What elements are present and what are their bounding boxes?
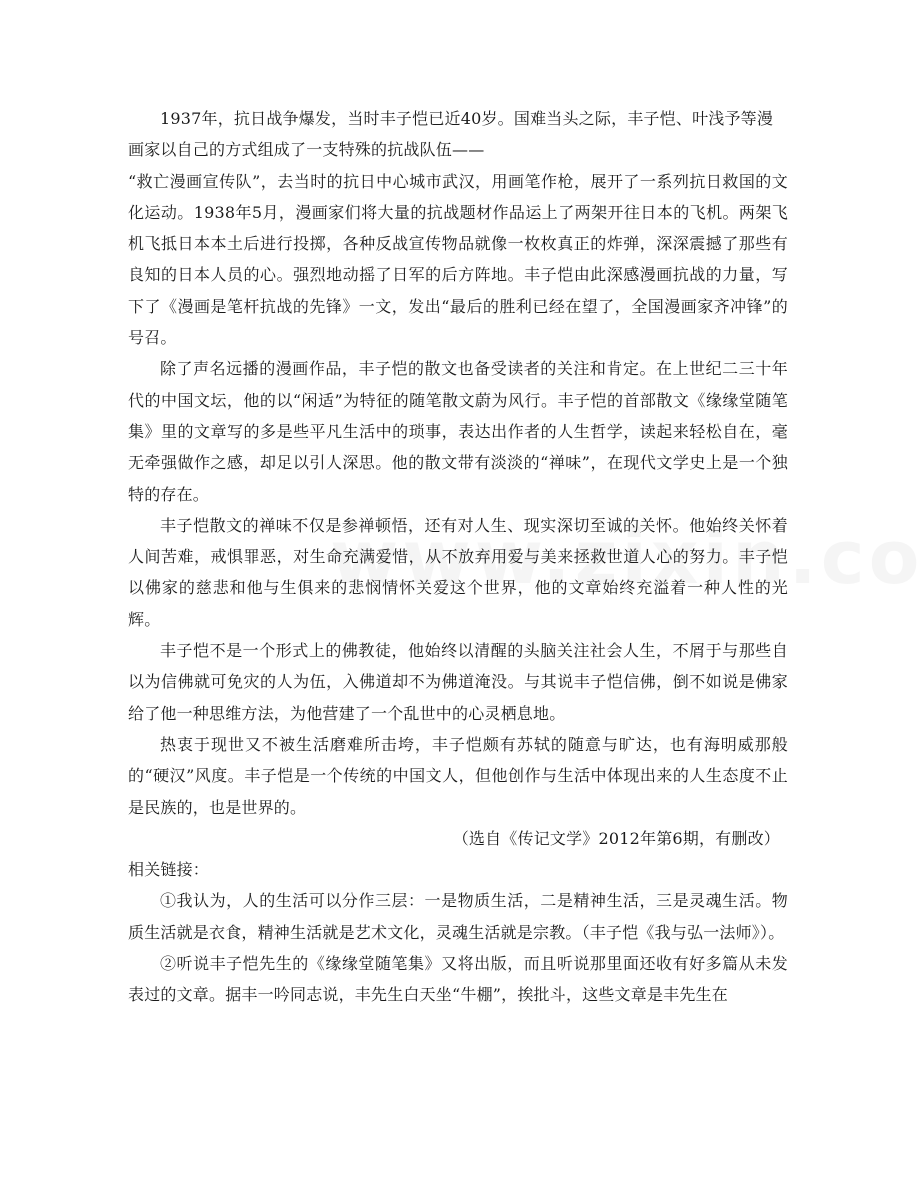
related-links-heading: 相关链接：	[128, 860, 210, 880]
paragraph-4: 丰子恺不是一个形式上的佛教徒，他始终以清醒的头脑关注社会人生，不屑于与那些自以为信佛就可免灾的人为伍，入佛道却不为佛道淹没。与其说丰子恺信佛，倒不如说是佛家给了他一种思维方法，为他营建了一个乱世中的心灵栖息地。	[128, 641, 788, 723]
paragraph-1-continuation: “救亡漫画宣传队”，去当时的抗日中心城市武汉，用画笔作枪，展开了一系列抗日救国的文化运动。1938年5月，漫画家们将大量的抗战题材作品运上了两架开往日本的飞机。两架飞机飞抵日本本土后进行投掷，各种反战宣传物品就像一枚枚真正的炸弹，深深震撼了那些有良知的日本人员的心。强烈地动摇了日军的后方阵地。丰子恺由此深感漫画抗战的力量，写下了《漫画是笔杆抗战的先锋》一文，发出“最后的胜利已经在望了，全国漫画家齐冲锋”的号召。	[128, 171, 788, 348]
related-link-2: ②听说丰子恺先生的《缘缘堂随笔集》又将出版，而且听说那里面还收有好多篇从未发表过的文章。据丰一吟同志说，丰先生白天坐“牛棚”，挨批斗，这些文章是丰先生在	[128, 954, 788, 1005]
source-citation: （选自《传记文学》2012年第6期，有删改）	[452, 828, 780, 848]
paragraph-1-first-line: 1937年，抗日战争爆发，当时丰子恺已近40岁。国难当头之际，丰子恺、叶浅予等漫画家以自己的方式组成了一支特殊的抗战队伍——	[128, 109, 774, 160]
paragraph-3: 丰子恺散文的禅味不仅是参禅顿悟，还有对人生、现实深切至诚的关怀。他始终关怀着人间苦难，戒惧罪恶，对生命充满爱惜，从不放弃用爱与美来拯救世道人心的努力。丰子恺以佛家的慈悲和他与生俱来的悲悯情怀关爱这个世界，他的文章始终充溢着一种人性的光辉。	[128, 515, 788, 629]
document-page	[128, 103, 788, 1011]
paragraph-5: 热衷于现世又不被生活磨难所击垮，丰子恺颇有苏轼的随意与旷达，也有海明威那般的“硬汉”风度。丰子恺是一个传统的中国文人，但他创作与生活中体现出来的人生态度不止是民族的，也是世界的。	[128, 734, 788, 817]
related-link-1: ①我认为，人的生活可以分作三层：一是物质生活，二是精神生活，三是灵魂生活。物质生活就是衣食，精神生活就是艺术文化，灵魂生活就是宗教。（丰子恺《我与弘一法师》）。	[128, 891, 788, 942]
paragraph-2: 除了声名远播的漫画作品，丰子恺的散文也备受读者的关注和肯定。在上世纪二三十年代的中国文坛，他的以“闲适”为特征的随笔散文蔚为风行。丰子恺的首部散文《缘缘堂随笔集》里的文章写的多是些平凡生活中的琐事，表达出作者的人生哲学，读起来轻松自在，毫无牵强做作之感，却足以引人深思。他的散文带有淡淡的“禅味”，在现代文学史上是一个独特的存在。	[128, 359, 788, 504]
paragraph-1	[128, 103, 788, 353]
